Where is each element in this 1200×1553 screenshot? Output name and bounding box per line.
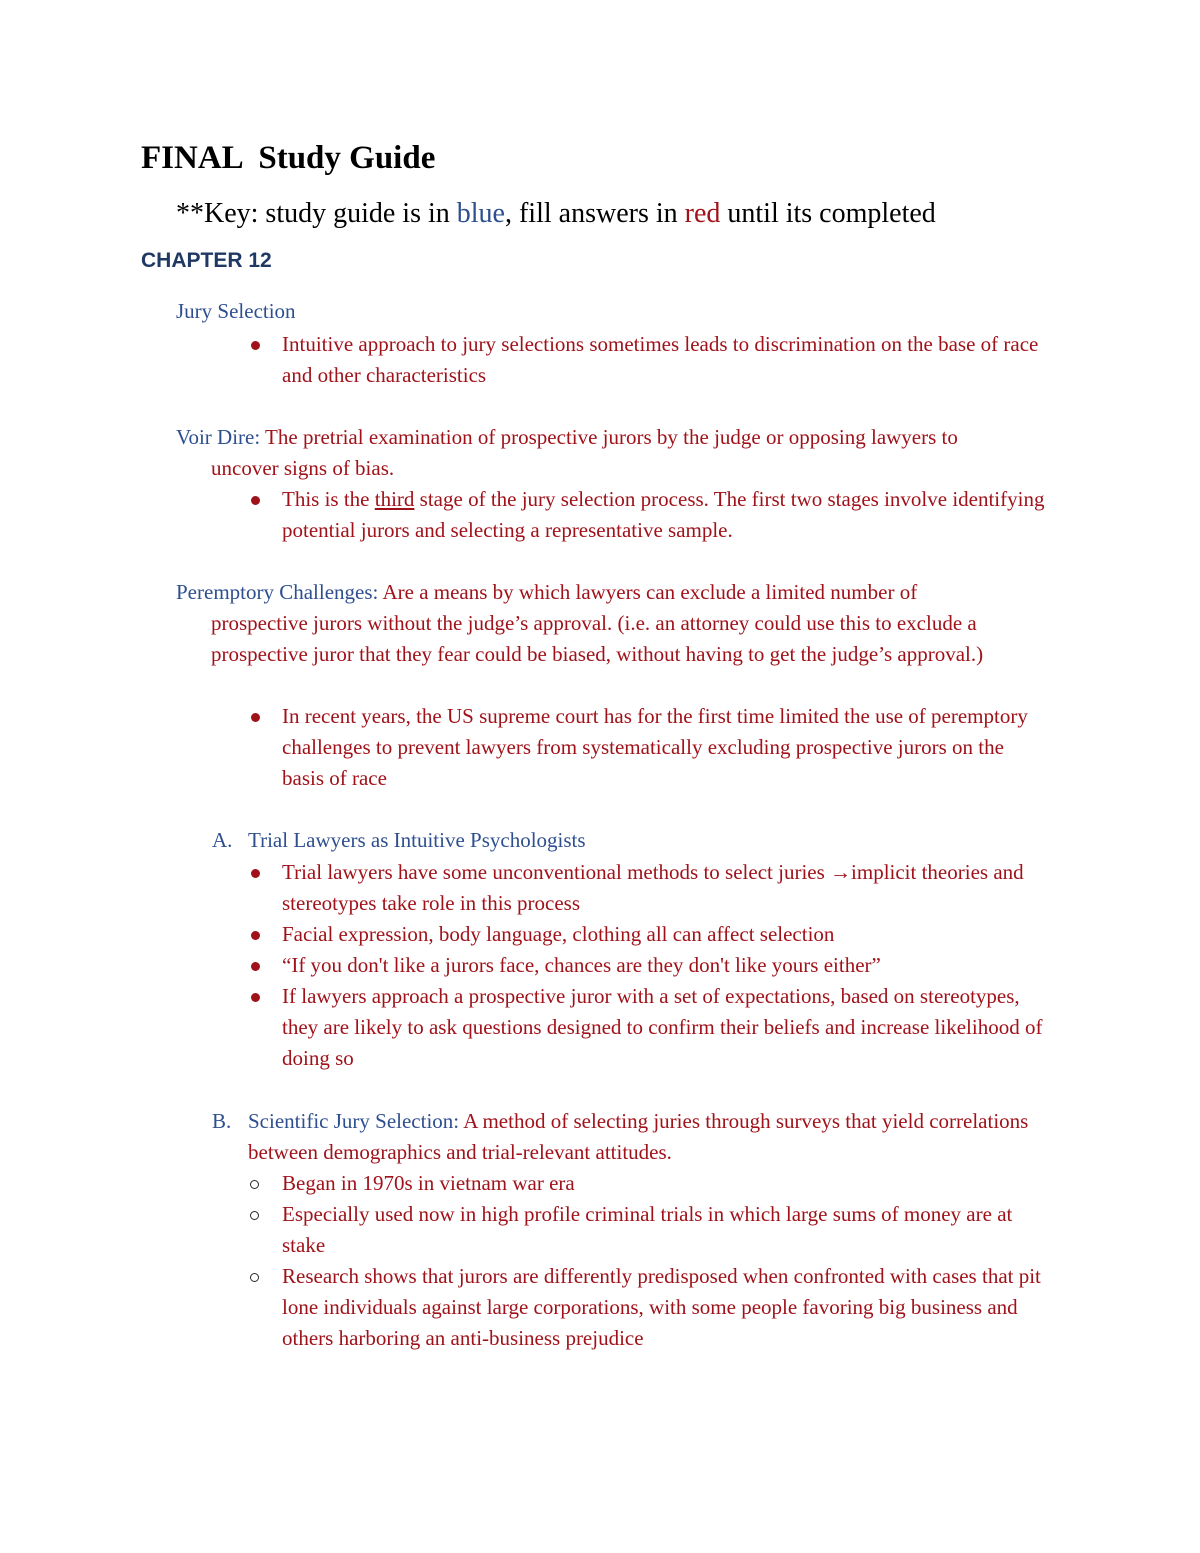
peremptory-definition: Are a means by which lawyers can exclude a limited number of	[378, 580, 918, 604]
list-item	[245, 919, 1045, 950]
list-item	[245, 1261, 1045, 1354]
list-item	[245, 950, 1045, 981]
bullet-text: Began in 1970s in vietnam war era	[282, 1171, 575, 1195]
voir-dire-definition: The pretrial examination of prospective jurors by the judge or opposing lawyers to	[260, 425, 958, 449]
peremptory-paragraph	[176, 577, 1076, 670]
key-prefix: **Key: study guide is in	[176, 198, 457, 229]
jury-selection-heading: Jury Selection	[176, 299, 296, 323]
bullet-text: In recent years, the US supreme court has for the first time limited the use of peremptory challenges to prevent lawyers from systematically excluding prospective jurors on the basis of race	[282, 704, 1028, 790]
section-b-letter: B.	[212, 1109, 232, 1133]
key-blue-word: blue	[456, 198, 505, 229]
bullet-icon	[251, 341, 260, 350]
bullet-icon	[251, 962, 260, 971]
bullet-text: “If you don't like a jurors face, chances are they don't like yours either”	[282, 953, 881, 977]
hollow-bullet-icon	[250, 1180, 259, 1189]
key-middle: , fill answers in	[504, 198, 685, 229]
bullet-text-before: This is the	[282, 487, 375, 511]
bullet-text: Research shows that jurors are differently predisposed when confronted with cases that pit lone individuals against large corporations, with some people favoring big business and others harboring an anti-business prejudice	[282, 1264, 1041, 1350]
section-b-definition: A method of selecting juries through surveys that yield correlations between demographics and trial-relevant attitudes.	[248, 1109, 1029, 1164]
section-a-heading	[212, 825, 1072, 856]
section-a-letter: A.	[212, 828, 233, 852]
section-a-title: Trial Lawyers as Intuitive Psychologists	[248, 828, 586, 852]
bullet-icon	[251, 869, 260, 878]
bullet-text: Trial lawyers have some unconventional methods to select juries →implicit theories and stereotypes take role in this process	[282, 860, 1024, 915]
list-item	[245, 1199, 1045, 1261]
list-item	[245, 981, 1045, 1074]
key-red-word: red	[684, 198, 721, 229]
bullet-icon	[251, 931, 260, 940]
peremptory-bullets	[245, 701, 1045, 794]
key-suffix: until its completed	[720, 198, 936, 229]
document-title: FINAL Study Guide	[141, 140, 436, 176]
section-b-heading	[212, 1106, 1072, 1168]
bullet-text: If lawyers approach a prospective juror with a set of expectations, based on stereotypes, they are likely to ask questions designed to confirm their beliefs and increase likelihood of doing so	[282, 984, 1043, 1070]
hollow-bullet-icon	[250, 1211, 259, 1220]
bullet-icon	[251, 713, 260, 722]
hollow-bullet-icon	[250, 1273, 259, 1282]
voir-dire-bullets	[245, 484, 1045, 546]
list-item	[245, 857, 1045, 919]
section-b-term: Scientific Jury Selection:	[248, 1109, 460, 1133]
list-item	[245, 484, 1045, 546]
list-item	[245, 1168, 1045, 1199]
bullet-text: Intuitive approach to jury selections sometimes leads to discrimination on the base of race and other characteristics	[282, 332, 1039, 387]
bullet-icon	[251, 993, 260, 1002]
jury-selection-bullets	[245, 329, 1045, 391]
section-a-bullets	[245, 857, 1045, 1074]
list-item	[245, 701, 1045, 794]
voir-dire-term: Voir Dire:	[176, 425, 261, 449]
voir-dire-paragraph	[176, 422, 1076, 484]
bullet-text: Facial expression, body language, clothing all can affect selection	[282, 922, 835, 946]
chapter-heading: CHAPTER 12	[141, 249, 272, 272]
bullet-text: Especially used now in high profile criminal trials in which large sums of money are at stake	[282, 1202, 1013, 1257]
bullet-icon	[251, 496, 260, 505]
underlined-word: third	[374, 487, 415, 511]
bullet-text-after: stage of the jury selection process. The first two stages involve identifying potential jurors and selecting a representative sample.	[282, 487, 1045, 542]
peremptory-definition-cont: prospective jurors without the judge’s approval. (i.e. an attorney could use this to exclude a prospective juror that they fear could be biased, without having to get the judge’s approval.)	[211, 611, 984, 666]
list-item	[245, 329, 1045, 391]
section-b-body	[212, 1106, 1072, 1168]
voir-dire-definition-cont: uncover signs of bias.	[211, 456, 395, 480]
section-b-bullets	[245, 1168, 1045, 1354]
peremptory-term: Peremptory Challenges:	[176, 580, 379, 604]
color-key-line	[176, 198, 936, 230]
